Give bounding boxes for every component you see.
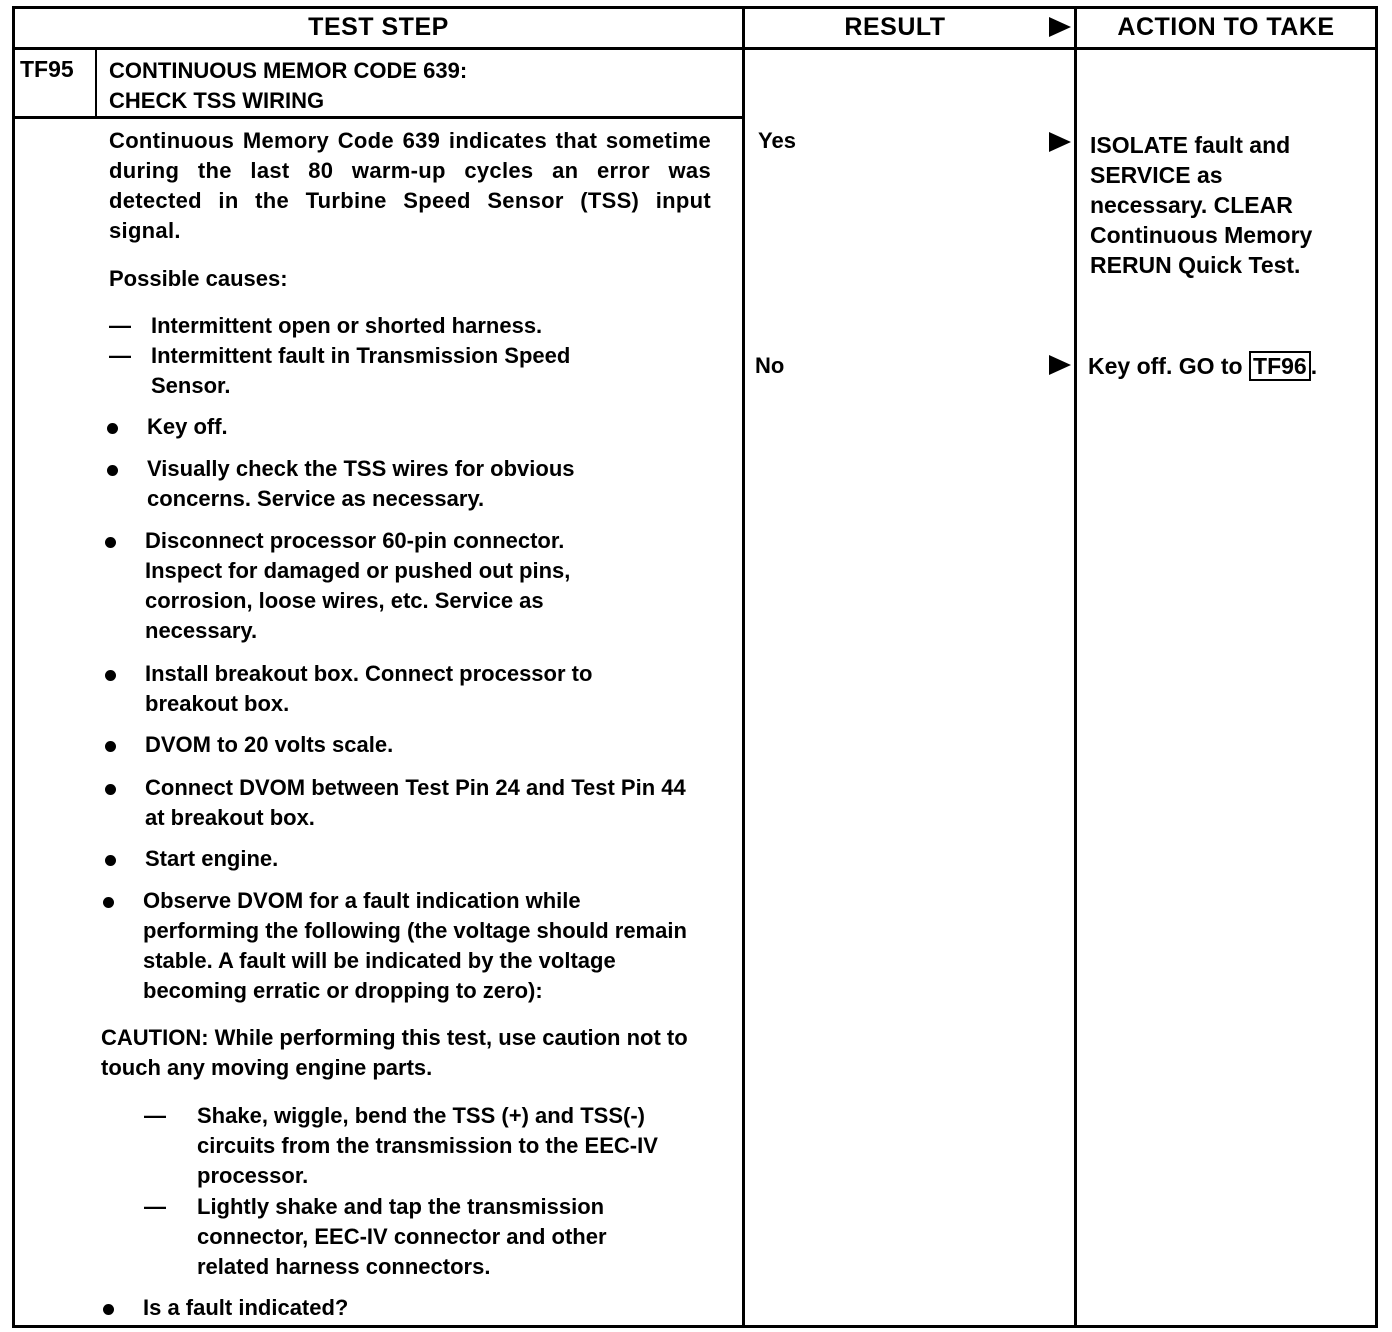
cause-text: Intermittent open or shorted harness. (151, 313, 543, 338)
step-reference-link[interactable]: TF96 (1249, 351, 1311, 381)
cause-item (109, 341, 649, 401)
cause-item (109, 311, 649, 341)
action-no-suffix: . (1310, 353, 1318, 379)
step-text: Observe DVOM for a fault indication while performing the following (the voltage should remain stable. A fault will be indicated by the voltage becoming erratic or dropping to zero): (143, 888, 687, 1003)
step-item (105, 526, 685, 646)
step-item (103, 886, 703, 1006)
bullet-icon (105, 784, 116, 795)
result-no-arrow-icon (1049, 355, 1071, 375)
header-test-step: TEST STEP (308, 12, 449, 41)
bullet-icon (107, 465, 118, 476)
step-text: Start engine. (145, 846, 279, 871)
bullet-icon (105, 537, 116, 548)
column-divider-action (1074, 6, 1077, 1328)
result-yes-arrow-icon (1049, 132, 1071, 152)
step-item (105, 730, 685, 760)
table-border-bottom (12, 1325, 1378, 1328)
question-item (103, 1293, 683, 1323)
sub-step-text: Shake, wiggle, bend the TSS (+) and TSS(-) circuits from the transmission to the EEC-IV processor. (197, 1103, 658, 1188)
dash-marker: — (109, 343, 131, 368)
sub-step-text: Lightly shake and tap the transmission connector, EEC-IV connector and other related harness connectors. (197, 1194, 607, 1279)
bullet-icon (107, 423, 118, 434)
dash-marker: — (109, 313, 131, 338)
question-text: Is a fault indicated? (143, 1295, 349, 1320)
step-text: Key off. (147, 414, 228, 439)
dash-marker: — (144, 1103, 166, 1128)
test-step-table (12, 6, 1378, 1328)
result-yes: Yes (758, 128, 796, 153)
bullet-icon (105, 670, 116, 681)
sub-step-item (144, 1192, 704, 1282)
step-text: Connect DVOM between Test Pin 24 and Test Pin 44 at breakout box. (145, 775, 686, 830)
step-item (105, 659, 685, 719)
step-text: Visually check the TSS wires for obvious concerns. Service as necessary. (147, 456, 575, 511)
action-no (1088, 351, 1373, 381)
step-text: Disconnect processor 60-pin connector. Inspect for damaged or pushed out pins, corrosion, loose wires, etc. Service as necessary. (145, 528, 571, 643)
table-border-left (12, 6, 15, 1328)
step-title-line-1: CONTINUOUS MEMOR CODE 639: (109, 58, 468, 83)
cause-text: Intermittent fault in Transmission Speed Sensor. (151, 343, 571, 398)
description-text: Continuous Memory Code 639 indicates that sometime during the last 80 warm-up cycles an error was detected in the Turbine Speed Sensor (TSS) input signal. (109, 128, 711, 243)
result-no: No (755, 353, 785, 378)
title-row-divider (12, 116, 745, 119)
step-text: DVOM to 20 volts scale. (145, 732, 394, 757)
bullet-icon (103, 1304, 114, 1315)
step-title (109, 56, 467, 116)
step-text: Install breakout box. Connect processor to breakout box. (145, 661, 593, 716)
step-title-line-2: CHECK TSS WIRING (109, 88, 325, 113)
possible-causes-label: Possible causes: (109, 266, 288, 291)
dash-marker: — (144, 1194, 166, 1219)
header-arrow-icon (1049, 17, 1071, 37)
action-no-text: Key off. GO to (1088, 353, 1243, 379)
column-divider-result (742, 6, 745, 1328)
sub-step-item (144, 1101, 704, 1191)
table-border-right (1375, 6, 1378, 1328)
header-result: RESULT (844, 12, 946, 41)
caution-text: CAUTION: While performing this test, use caution not to touch any moving engine parts. (101, 1025, 688, 1080)
bullet-icon (103, 897, 114, 908)
header-action: ACTION TO TAKE (1117, 12, 1335, 41)
step-item (107, 454, 687, 514)
bullet-icon (105, 741, 116, 752)
code-divider (95, 47, 97, 117)
step-item (107, 412, 687, 442)
step-code: TF95 (20, 56, 74, 82)
bullet-icon (105, 855, 116, 866)
step-item (105, 844, 685, 874)
step-item (105, 773, 705, 833)
action-yes: ISOLATE fault and SERVICE as necessary. CLEAR Continuous Memory RERUN Quick Test. (1090, 132, 1313, 278)
